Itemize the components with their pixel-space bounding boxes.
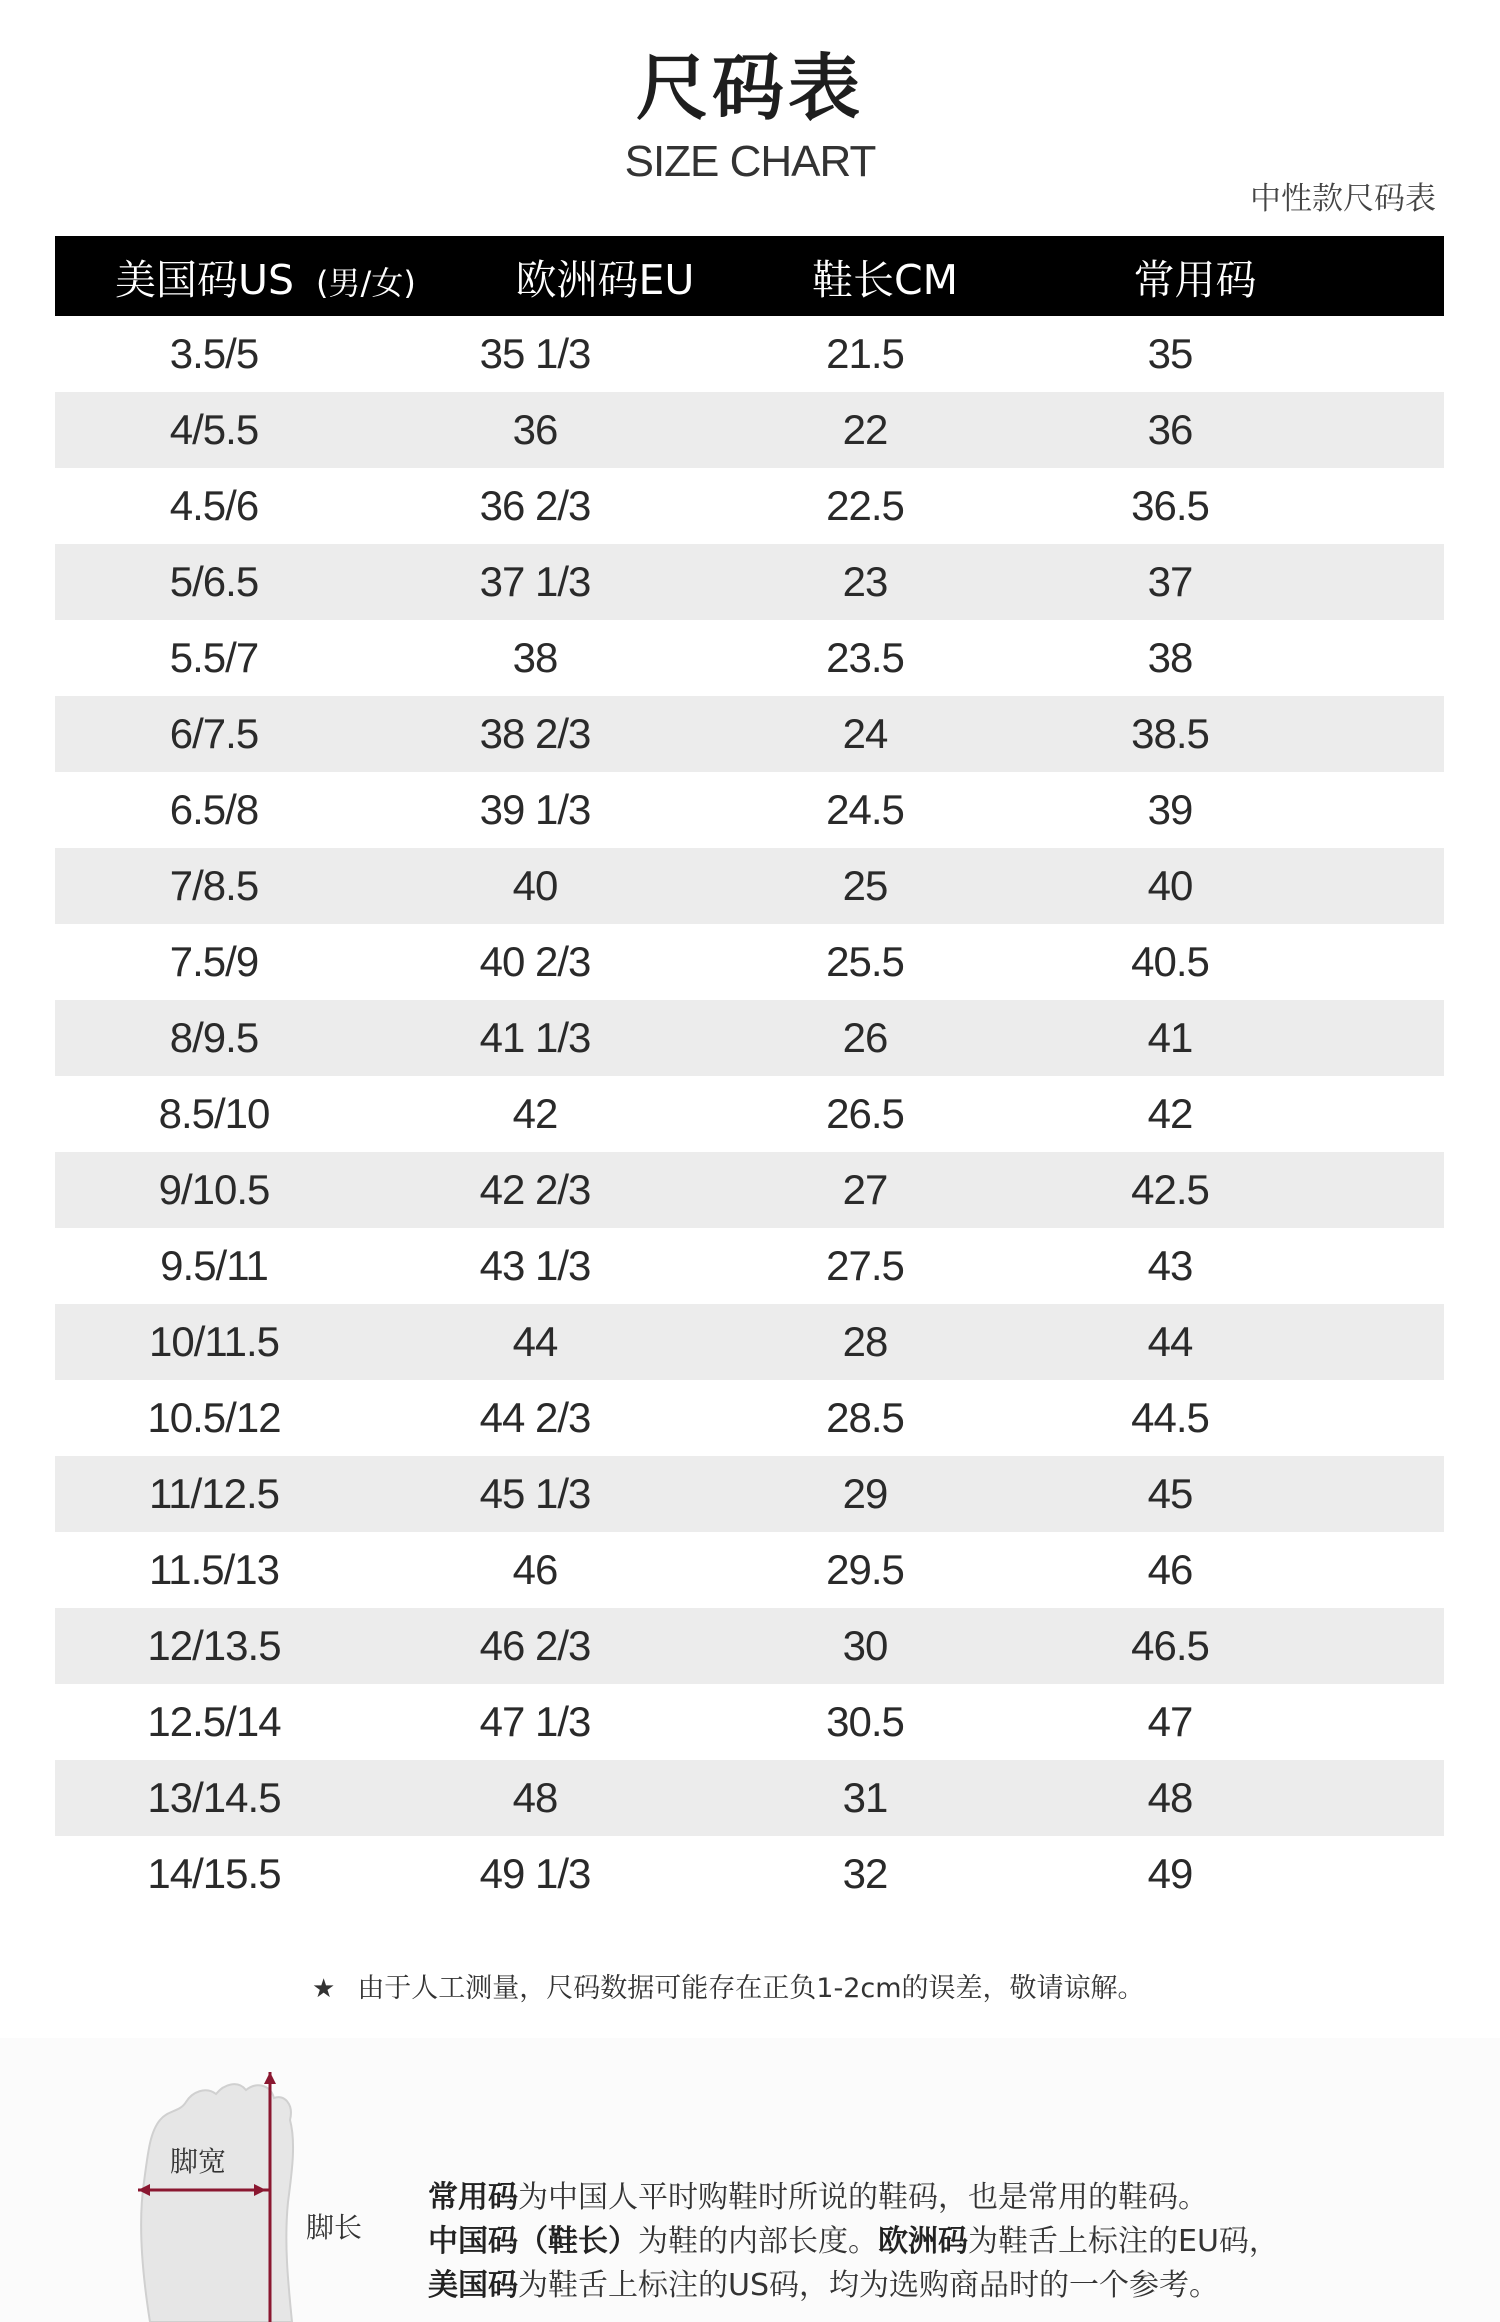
cell-common: 35 bbox=[1147, 330, 1193, 377]
cell-us: 5.5/7 bbox=[169, 634, 259, 681]
cell-cm: 26.5 bbox=[826, 1090, 904, 1137]
foot-length-label: 脚长 bbox=[306, 2211, 363, 2244]
cell-common: 42 bbox=[1147, 1090, 1193, 1137]
cell-cm: 24 bbox=[842, 710, 888, 757]
cell-us: 9.5/11 bbox=[160, 1242, 268, 1289]
cell-common: 39 bbox=[1147, 786, 1193, 833]
disclaimer-text: 由于人工测量，尺码数据可能存在正负1-2cm的误差，敬请谅解。 bbox=[357, 1973, 1145, 2004]
table-row bbox=[55, 544, 1444, 620]
text-china: 为鞋的内部长度。 bbox=[638, 2224, 878, 2259]
cell-cm: 32 bbox=[842, 1850, 888, 1897]
table-row bbox=[55, 1456, 1444, 1532]
cell-eu: 49 1/3 bbox=[479, 1850, 591, 1897]
cell-common: 47 bbox=[1147, 1698, 1193, 1745]
chart-type-note: 中性款尺码表 bbox=[1250, 181, 1436, 217]
cell-us: 6/7.5 bbox=[169, 710, 259, 757]
cell-cm: 28 bbox=[842, 1318, 888, 1365]
cell-us: 11/12.5 bbox=[148, 1470, 279, 1517]
table-row bbox=[55, 1760, 1444, 1836]
cell-common: 41 bbox=[1147, 1014, 1193, 1061]
cell-us: 4/5.5 bbox=[169, 406, 259, 453]
cell-us: 11.5/13 bbox=[148, 1546, 279, 1593]
cell-us: 14/15.5 bbox=[147, 1850, 281, 1897]
cell-common: 45 bbox=[1147, 1470, 1193, 1517]
cell-cm: 30 bbox=[842, 1622, 888, 1669]
cell-us: 6.5/8 bbox=[169, 786, 259, 833]
cell-eu: 41 1/3 bbox=[479, 1014, 591, 1061]
cell-cm: 26 bbox=[842, 1014, 888, 1061]
term-common: 常用码 bbox=[428, 2180, 518, 2215]
header-us-label: 美国码US bbox=[115, 255, 295, 304]
term-eu: 欧洲码 bbox=[878, 2224, 968, 2259]
cell-us: 7/8.5 bbox=[169, 862, 259, 909]
cell-us: 9/10.5 bbox=[158, 1166, 270, 1213]
cell-eu: 38 bbox=[512, 634, 558, 681]
header-cm: 鞋长CM bbox=[811, 255, 958, 304]
cell-eu: 42 bbox=[512, 1090, 558, 1137]
cell-us: 8/9.5 bbox=[169, 1014, 259, 1061]
cell-common: 48 bbox=[1147, 1774, 1193, 1821]
cell-eu: 44 bbox=[512, 1318, 558, 1365]
table-row bbox=[55, 924, 1444, 1000]
cell-cm: 21.5 bbox=[826, 330, 904, 377]
cell-cm: 22 bbox=[842, 406, 888, 453]
header-us bbox=[55, 247, 485, 306]
cell-common: 49 bbox=[1147, 1850, 1193, 1897]
table-row bbox=[55, 1228, 1444, 1304]
cell-common: 38.5 bbox=[1131, 710, 1209, 757]
cell-common: 40 bbox=[1147, 862, 1193, 909]
cell-eu: 45 1/3 bbox=[479, 1470, 591, 1517]
foot-width-label: 脚宽 bbox=[170, 2145, 227, 2178]
cell-eu: 42 2/3 bbox=[479, 1166, 591, 1213]
cell-eu: 37 1/3 bbox=[479, 558, 591, 605]
table-row bbox=[55, 1000, 1444, 1076]
cell-cm: 29.5 bbox=[826, 1546, 904, 1593]
cell-eu: 39 1/3 bbox=[479, 786, 591, 833]
text-eu: 为鞋舌上标注的EU码， bbox=[968, 2224, 1279, 2259]
cell-us: 10/11.5 bbox=[148, 1318, 279, 1365]
cell-us: 3.5/5 bbox=[169, 330, 259, 377]
cell-cm: 30.5 bbox=[826, 1698, 904, 1745]
cell-eu: 47 1/3 bbox=[479, 1698, 591, 1745]
star-icon: ★ bbox=[312, 1974, 336, 2004]
cell-common: 42.5 bbox=[1131, 1166, 1209, 1213]
cell-cm: 29 bbox=[842, 1470, 888, 1517]
cell-cm: 24.5 bbox=[826, 786, 904, 833]
table-body bbox=[55, 316, 1444, 1912]
page-title: 尺码表 bbox=[635, 46, 864, 130]
cell-eu: 40 bbox=[512, 862, 558, 909]
cell-cm: 23 bbox=[842, 558, 888, 605]
cell-cm: 25.5 bbox=[826, 938, 904, 985]
cell-us: 5/6.5 bbox=[169, 558, 259, 605]
cell-cm: 22.5 bbox=[826, 482, 904, 529]
cell-us: 10.5/12 bbox=[147, 1394, 281, 1441]
cell-common: 37 bbox=[1147, 558, 1193, 605]
cell-cm: 27 bbox=[842, 1166, 888, 1213]
term-us: 美国码 bbox=[428, 2268, 518, 2303]
table-row bbox=[55, 1380, 1444, 1456]
cell-eu: 46 bbox=[512, 1546, 558, 1593]
cell-cm: 25 bbox=[842, 862, 888, 909]
cell-common: 44 bbox=[1147, 1318, 1193, 1365]
table-row bbox=[55, 316, 1444, 392]
cell-common: 43 bbox=[1147, 1242, 1193, 1289]
cell-us: 13/14.5 bbox=[147, 1774, 281, 1821]
table-row bbox=[55, 696, 1444, 772]
cell-common: 36 bbox=[1147, 406, 1193, 453]
table-row bbox=[55, 772, 1444, 848]
cell-common: 40.5 bbox=[1131, 938, 1209, 985]
cell-us: 8.5/10 bbox=[158, 1090, 270, 1137]
cell-cm: 27.5 bbox=[826, 1242, 904, 1289]
table-row bbox=[55, 1076, 1444, 1152]
cell-cm: 31 bbox=[842, 1774, 888, 1821]
cell-eu: 35 1/3 bbox=[479, 330, 591, 377]
table-row bbox=[55, 848, 1444, 924]
table-row bbox=[55, 1152, 1444, 1228]
cell-us: 7.5/9 bbox=[169, 938, 259, 985]
size-table bbox=[55, 236, 1444, 1912]
cell-eu: 36 bbox=[512, 406, 558, 453]
cell-eu: 48 bbox=[512, 1774, 558, 1821]
page-subtitle: SIZE CHART bbox=[624, 137, 876, 186]
cell-common: 38 bbox=[1147, 634, 1193, 681]
cell-eu: 44 2/3 bbox=[479, 1394, 591, 1441]
disclaimer bbox=[312, 1975, 1145, 2002]
text-us: 为鞋舌上标注的US码，均为选购商品时的一个参考。 bbox=[518, 2268, 1220, 2303]
cell-us: 4.5/6 bbox=[169, 482, 259, 529]
table-row bbox=[55, 1684, 1444, 1760]
text-common: 为中国人平时购鞋时所说的鞋码，也是常用的鞋码。 bbox=[518, 2180, 1208, 2215]
header-eu: 欧洲码EU bbox=[515, 255, 695, 304]
cell-common: 36.5 bbox=[1131, 482, 1209, 529]
cell-us: 12.5/14 bbox=[147, 1698, 281, 1745]
table-row bbox=[55, 1304, 1444, 1380]
cell-eu: 38 2/3 bbox=[479, 710, 591, 757]
cell-common: 46.5 bbox=[1131, 1622, 1209, 1669]
table-row bbox=[55, 1608, 1444, 1684]
table-row bbox=[55, 468, 1444, 544]
foot-outline-icon bbox=[120, 2072, 320, 2322]
table-row bbox=[55, 1836, 1444, 1912]
cell-common: 46 bbox=[1147, 1546, 1193, 1593]
cell-common: 44.5 bbox=[1131, 1394, 1209, 1441]
cell-us: 12/13.5 bbox=[147, 1622, 281, 1669]
cell-cm: 28.5 bbox=[826, 1394, 904, 1441]
table-row bbox=[55, 1532, 1444, 1608]
table-row bbox=[55, 620, 1444, 696]
cell-eu: 46 2/3 bbox=[479, 1622, 591, 1669]
cell-cm: 23.5 bbox=[826, 634, 904, 681]
table-row bbox=[55, 392, 1444, 468]
header-us-sub: (男/女) bbox=[316, 263, 416, 302]
cell-eu: 40 2/3 bbox=[479, 938, 591, 985]
term-china: 中国码（鞋长） bbox=[428, 2224, 638, 2259]
size-explanation bbox=[428, 2176, 1308, 2308]
cell-eu: 36 2/3 bbox=[479, 482, 591, 529]
header-common: 常用码 bbox=[1133, 255, 1257, 304]
cell-eu: 43 1/3 bbox=[479, 1242, 591, 1289]
table-header bbox=[55, 236, 1444, 316]
